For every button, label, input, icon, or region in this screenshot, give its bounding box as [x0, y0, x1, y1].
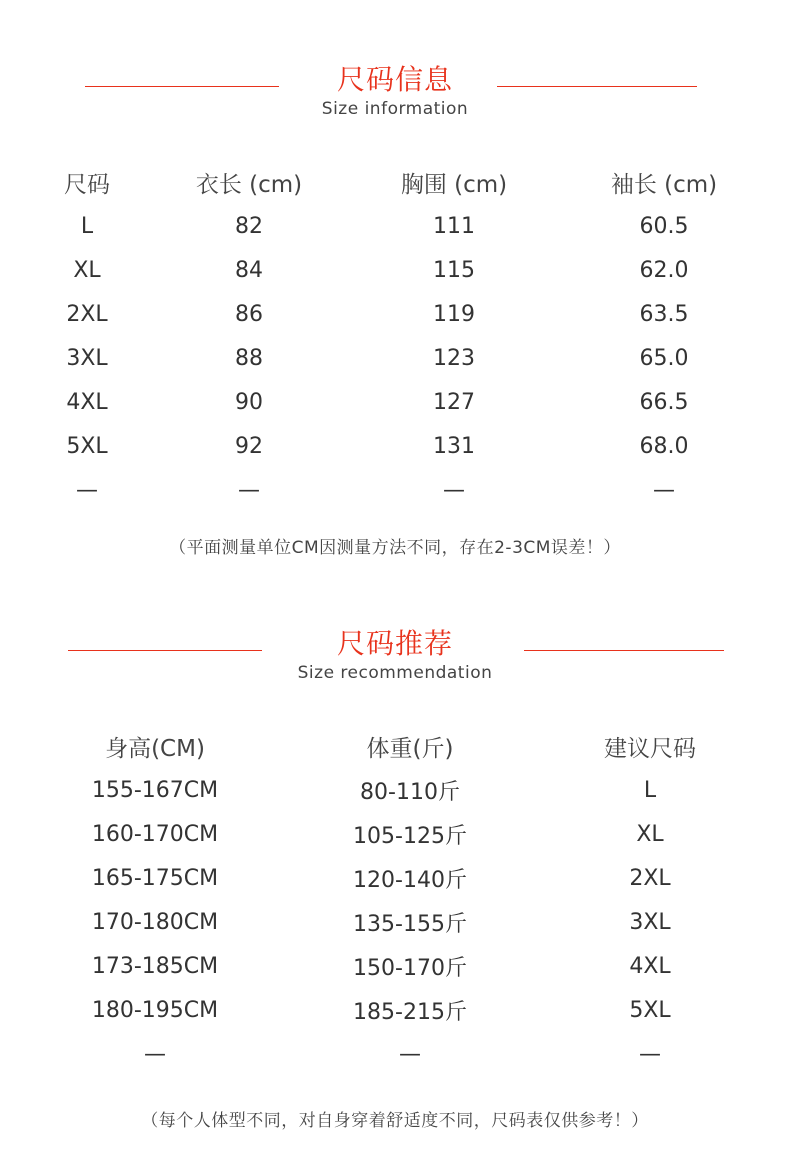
table-cell: 3XL [629, 909, 671, 935]
table-row [55, 900, 735, 944]
table-cell: 155-167CM [91, 777, 219, 803]
column-header: 建议尺码 [604, 735, 696, 762]
table-cell: 5XL [629, 997, 671, 1023]
table-cell: 92 [235, 433, 263, 459]
table-cell: 127 [433, 389, 475, 415]
table-cell: L [643, 777, 657, 803]
table-cell: 2XL [66, 301, 108, 327]
table-cell: 63.5 [639, 301, 689, 327]
table-cell: 84 [235, 257, 263, 283]
table-cell: — [238, 477, 260, 503]
table-row [20, 380, 764, 424]
table-cell: 2XL [629, 865, 671, 891]
table-row [55, 812, 735, 856]
size-info-subtitle: Size information [321, 99, 469, 119]
table-cell: 66.5 [639, 389, 689, 415]
table-cell: 170-180CM [91, 909, 219, 935]
table-row [20, 292, 764, 336]
table-cell: — [399, 1041, 421, 1067]
table-cell: XL [636, 821, 664, 847]
table-cell: 180-195CM [91, 997, 219, 1023]
size-rec-note: （每个人体型不同，对自身穿着舒适度不同，尺码表仅供参考！） [141, 1111, 649, 1131]
table-cell: 105-125斤 [353, 823, 467, 849]
table-cell: 165-175CM [91, 865, 219, 891]
table-cell: — [443, 477, 465, 503]
table-cell: 88 [235, 345, 263, 371]
table-cell: 150-170斤 [353, 955, 467, 981]
table-row [55, 944, 735, 988]
table-cell: 4XL [629, 953, 671, 979]
table-cell: 185-215斤 [353, 999, 467, 1025]
column-header: 身高(CM) [105, 735, 205, 762]
table-cell: 62.0 [639, 257, 689, 283]
table-header-row [55, 724, 735, 768]
table-cell: 123 [433, 345, 475, 371]
table-cell: 90 [235, 389, 263, 415]
column-header: 体重(斤) [366, 735, 454, 762]
size-rec-table [55, 724, 735, 1076]
table-row [55, 988, 735, 1032]
size-rec-header [0, 626, 790, 684]
table-cell: — [144, 1041, 166, 1067]
table-cell: — [653, 477, 675, 503]
table-row [55, 856, 735, 900]
table-cell: 80-110斤 [360, 779, 460, 805]
size-info-note: （平面测量单位CM因测量方法不同，存在2-3CM误差！） [169, 538, 621, 558]
table-cell: 68.0 [639, 433, 689, 459]
table-cell: 131 [433, 433, 475, 459]
table-row [20, 336, 764, 380]
table-cell: 5XL [66, 433, 108, 459]
table-row [55, 1032, 735, 1076]
table-cell: 173-185CM [91, 953, 219, 979]
table-cell: — [639, 1041, 661, 1067]
column-header: 衣长 (cm) [195, 171, 303, 198]
table-cell: 4XL [66, 389, 108, 415]
column-header: 袖长 (cm) [610, 171, 718, 198]
table-cell: 119 [433, 301, 475, 327]
size-info-header [0, 62, 790, 120]
size-rec-title: 尺码推荐 [336, 627, 453, 660]
table-row [55, 768, 735, 812]
table-cell: 65.0 [639, 345, 689, 371]
size-info-title: 尺码信息 [336, 63, 453, 96]
table-cell: 60.5 [639, 213, 689, 239]
table-cell: 111 [433, 213, 475, 239]
table-cell: 86 [235, 301, 263, 327]
table-row [20, 204, 764, 248]
table-cell: 160-170CM [91, 821, 219, 847]
table-header-row [20, 160, 764, 204]
table-cell: L [80, 213, 94, 239]
table-cell: 120-140斤 [353, 867, 467, 893]
table-row [20, 468, 764, 512]
column-header: 尺码 [64, 171, 110, 198]
size-rec-subtitle: Size recommendation [297, 663, 493, 683]
table-cell: 3XL [66, 345, 108, 371]
table-cell: XL [73, 257, 101, 283]
table-row [20, 424, 764, 468]
column-header: 胸围 (cm) [400, 171, 508, 198]
table-cell: 115 [433, 257, 475, 283]
table-cell: — [76, 477, 98, 503]
table-row [20, 248, 764, 292]
table-cell: 135-155斤 [353, 911, 467, 937]
table-cell: 82 [235, 213, 263, 239]
size-info-table [20, 160, 764, 512]
